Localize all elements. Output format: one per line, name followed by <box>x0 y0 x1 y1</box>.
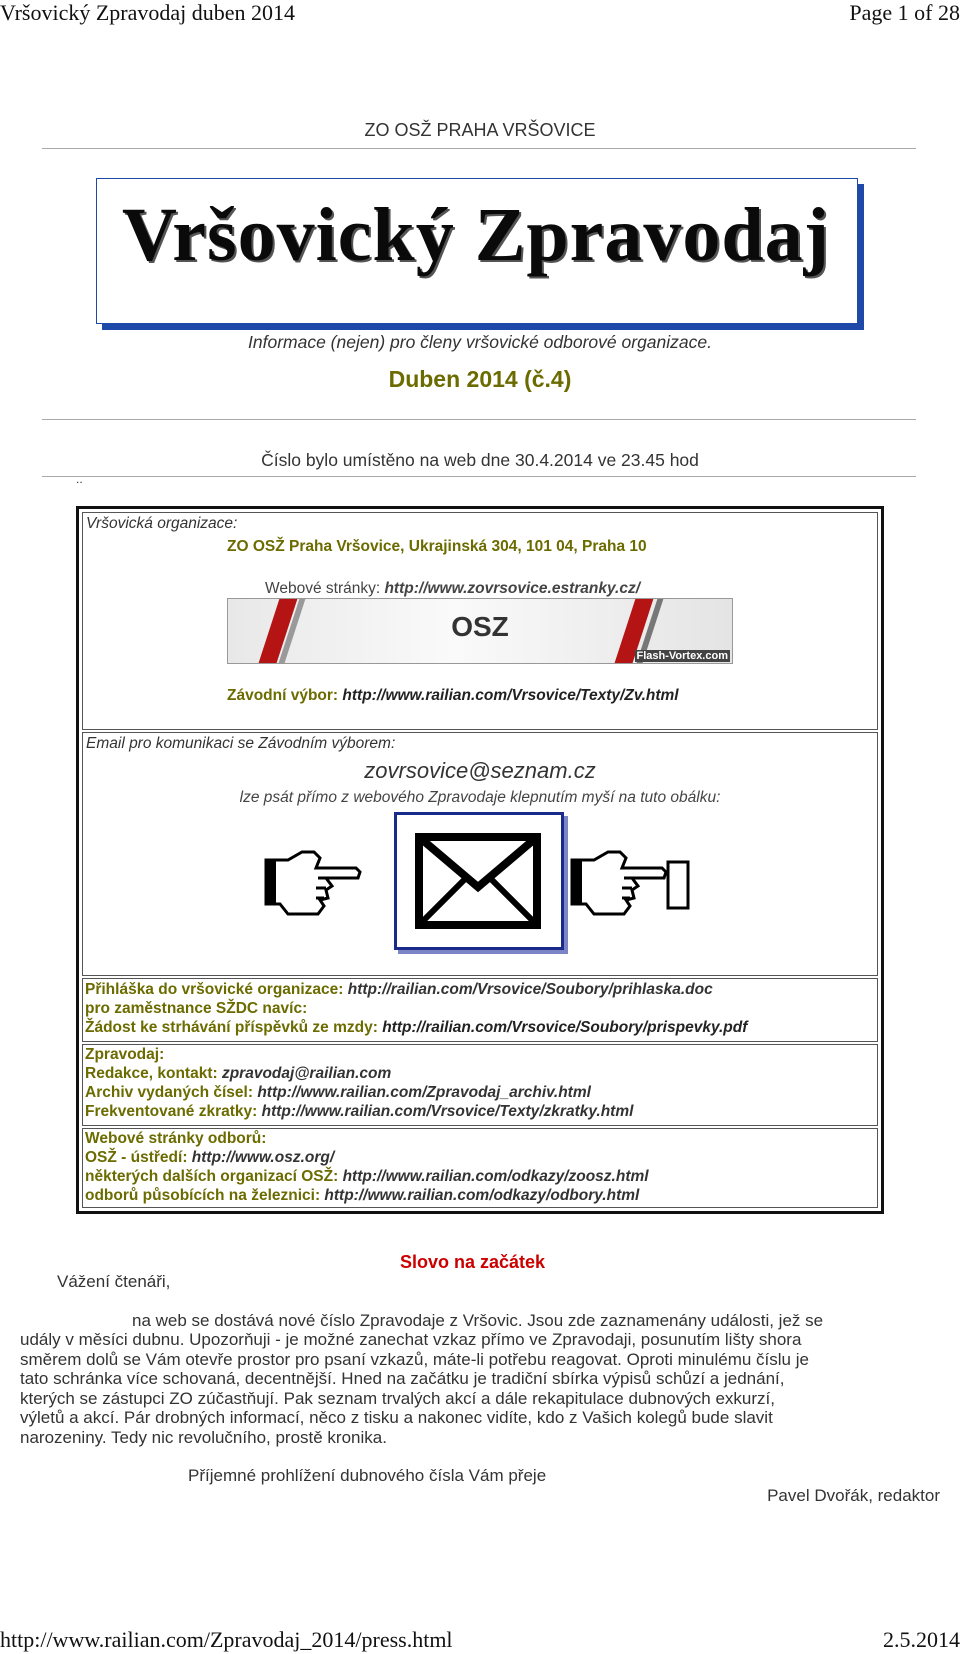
other-orgs-label: některých dalších organizací OSŽ: <box>85 1168 343 1185</box>
article-line: narozeniny. Tedy nic revolučního, prostě kronika. <box>20 1428 387 1447</box>
committee-label: Závodní výbor: <box>227 687 343 704</box>
web-link[interactable]: http://www.zovrsovice.estranky.cz/ <box>384 580 641 597</box>
archive-label: Archiv vydaných čísel: <box>85 1084 258 1101</box>
article-line: tato schránka více schovaná, decentnější. Hned na začátku je tradiční sbírka výpisů schůzí a jednání, <box>20 1369 785 1388</box>
signature: Pavel Dvořák, redaktor <box>767 1486 940 1505</box>
article-line: udály v měsíci dubnu. Upozorňuji - je možné zanechat vzkaz přímo ve Zpravodaji, posunutím lišty shora <box>20 1330 802 1349</box>
email-link[interactable]: zovrsovice@seznam.cz <box>364 758 596 783</box>
footer-date: 2.5.2014 <box>883 1627 960 1652</box>
divider <box>42 476 916 477</box>
other-orgs-link[interactable]: http://www.railian.com/odkazy/zoosz.html <box>342 1168 649 1185</box>
envelope-button[interactable] <box>394 812 564 950</box>
divider <box>42 419 916 420</box>
publish-note: Číslo bylo umístěno na web dne 30.4.2014 ve 23.45 hod <box>261 450 699 470</box>
org-heading: Vršovická organizace: <box>86 515 238 532</box>
org-address: ZO OSŽ Praha Vršovice, Ukrajinská 304, 101 04, Praha 10 <box>227 538 647 555</box>
closing: Příjemné prohlížení dubnového čísla Vám přeje <box>188 1466 547 1485</box>
article-line: na web se dostává nové číslo Zpravodaje z Vršovic. Jsou zde zaznamenány události, jež se <box>132 1311 824 1330</box>
abbr-link[interactable]: http://www.railian.com/Vrsovice/Texty/zkratky.html <box>261 1103 634 1120</box>
page-number: Page 1 of 28 <box>849 0 960 25</box>
subtitle: Informace (nejen) pro členy vršovické odborové organizace. <box>248 332 712 352</box>
deduction-label: Žádost ke strhávání příspěvků ze mzdy: <box>85 1019 383 1036</box>
email-label: Email pro komunikaci se Závodním výborem: <box>86 735 396 752</box>
article-line: směrem dolů se Vám otevře prostor pro psaní vzkazů, máte-li potřebu reagovat. Oproti minulému číslu je <box>20 1350 809 1369</box>
committee-link[interactable]: http://www.railian.com/Vrsovice/Texty/Zv.html <box>342 687 679 704</box>
rail-unions-link[interactable]: http://www.railian.com/odkazy/odbory.html <box>324 1187 640 1204</box>
unions-heading: Webové stránky odborů: <box>85 1130 267 1147</box>
osz-label: OSŽ - ústředí: <box>85 1149 192 1166</box>
divider <box>42 148 916 149</box>
rail-unions-label: odborů působících na železnici: <box>85 1187 325 1204</box>
article-line: kterých se zástupci ZO zúčastňují. Pak seznam trvalých akcí a dále rekapitulace dubnových exkurzí, <box>20 1389 775 1408</box>
article-line: výletů a akcí. Pár drobných informací, něco z tisku a nakonec vidíte, kdo z Vašich kolegů bude slavit <box>20 1408 773 1427</box>
banner-watermark: Flash-Vortex.com <box>636 650 728 662</box>
application-label: Přihláška do vršovické organizace: <box>85 981 348 998</box>
envelope-icon <box>397 815 561 947</box>
masthead-text: Vršovický Zpravodaj <box>122 193 830 277</box>
document-title: Vršovický Zpravodaj duben 2014 <box>0 0 296 25</box>
szdc-label: pro zaměstnance SŽDC navíc: <box>85 1000 308 1017</box>
application-link[interactable]: http://railian.com/Vrsovice/Soubory/prihlaska.doc <box>347 981 713 998</box>
issue-title: Duben 2014 (č.4) <box>388 366 572 392</box>
osz-banner[interactable] <box>227 598 733 664</box>
banner-text: OSZ <box>451 611 509 642</box>
archive-link[interactable]: http://www.railian.com/Zpravodaj_archiv.html <box>257 1084 591 1101</box>
osz-link[interactable]: http://www.osz.org/ <box>191 1149 335 1166</box>
pointing-hand-icon <box>262 842 362 920</box>
org-title: ZO OSŽ PRAHA VRŠOVICE <box>364 120 596 140</box>
newsletter-heading: Zpravodaj: <box>85 1046 165 1063</box>
contact-label: Redakce, kontakt: <box>85 1065 222 1082</box>
masthead-logo <box>96 178 866 326</box>
contact-email-link[interactable]: zpravodaj@railian.com <box>221 1065 392 1082</box>
footer-url: http://www.railian.com/Zpravodaj_2014/press.html <box>0 1627 453 1652</box>
email-note: lze psát přímo z webového Zpravodaje klepnutím myší na tuto obálku: <box>239 789 721 806</box>
dots: .. <box>76 472 83 486</box>
article-heading: Slovo na začátek <box>400 1252 546 1272</box>
abbr-label: Frekventované zkratky: <box>85 1103 262 1120</box>
web-label: Webové stránky: <box>265 580 385 597</box>
deduction-link[interactable]: http://railian.com/Vrsovice/Soubory/prispevky.pdf <box>382 1019 748 1036</box>
greeting: Vážení čtenáři, <box>57 1272 171 1291</box>
pointing-hand-icon <box>568 842 692 920</box>
